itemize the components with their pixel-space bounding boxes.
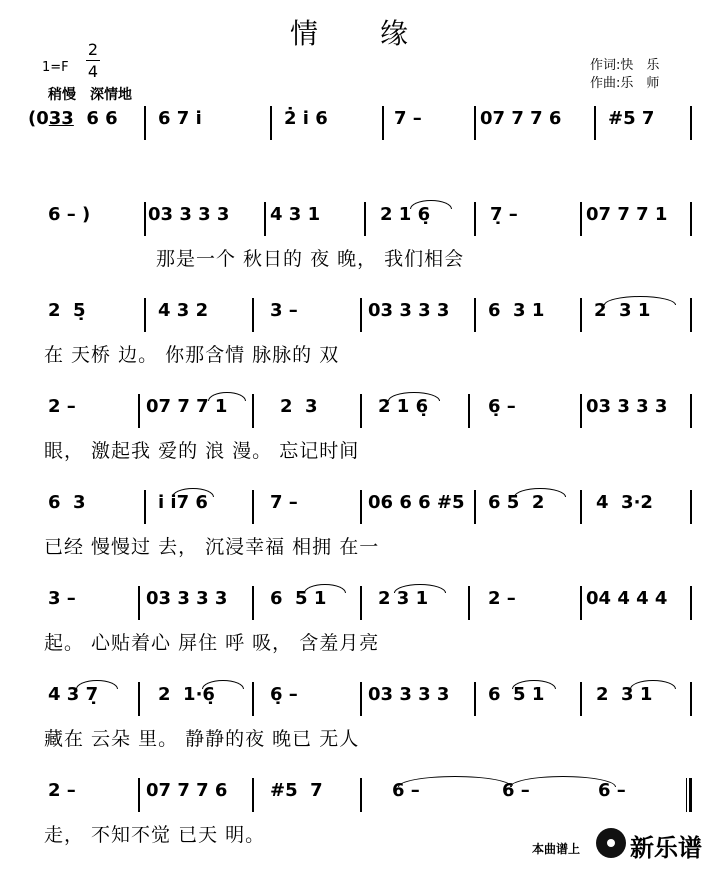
barline (360, 586, 362, 620)
notes-measure-1: 6 3 (48, 492, 86, 513)
system-1-notes (0, 0, 1, 1)
notes-measure-4: 06 6 6 #5 (368, 492, 465, 513)
barline (474, 490, 476, 524)
lyrics-line: 已经 慢慢过 去， 沉浸幸福 相拥 在一 (44, 536, 380, 558)
notes-measure-1: 2 – (48, 396, 76, 417)
lyrics-line: 那是一个 秋日的 夜 晚， 我们相会 (156, 248, 465, 270)
barline (144, 106, 146, 140)
time-signature-bottom: 4 (87, 62, 99, 81)
barline (468, 586, 470, 620)
barline (580, 682, 582, 716)
notes-measure-5: 6 5 1 (488, 684, 545, 705)
barline (580, 298, 582, 332)
notes-measure-1: (033 6 6 (28, 108, 118, 129)
barline (474, 298, 476, 332)
notes-measure-5: 7̣ – (490, 204, 518, 225)
notes-measure-3: 3 – (270, 300, 298, 321)
watermark-prefix: 本曲谱上 (532, 842, 581, 856)
notes-measure-3: 2 3 (280, 396, 318, 417)
barline (364, 202, 366, 236)
barline (468, 394, 470, 428)
time-signature (86, 40, 100, 81)
barline (270, 106, 272, 140)
barline (594, 106, 596, 140)
barline (138, 778, 140, 812)
page-title: 情 缘 (290, 17, 411, 50)
notation-line (14, 776, 694, 816)
notes-measure-3: 6̣ – (270, 684, 298, 705)
notes-measure-2: 03 3 3 3 (146, 588, 228, 609)
barline (690, 490, 692, 524)
notes-measure-6: 2 3 1 (596, 684, 653, 705)
barline (580, 586, 582, 620)
notes-measure-5: 6 5 2 (488, 492, 545, 513)
barline (252, 586, 254, 620)
notes-measure-3: 7 – (270, 492, 298, 513)
notation-line (14, 296, 694, 336)
notes-measure-1: 6 – ) (48, 204, 91, 225)
notes-measure-6: 6 – (598, 780, 626, 801)
notes-measure-4: 03 3 3 3 (368, 684, 450, 705)
barline (360, 682, 362, 716)
notes-measure-4: 6 – (392, 780, 420, 801)
final-double-barline (686, 778, 692, 812)
barline (252, 298, 254, 332)
lyrics-line: 起。 心贴着心 屏住 呼 吸， 含羞月亮 (44, 632, 380, 654)
notes-measure-4: 2 1 6̣ (380, 204, 431, 225)
barline (474, 682, 476, 716)
notes-measure-6: 04 4 4 4 (586, 588, 668, 609)
notation-line (14, 200, 694, 240)
barline (144, 298, 146, 332)
notes-measure-1: 2 – (48, 780, 76, 801)
composer-credit: 作曲:乐 师 (590, 76, 660, 91)
disc-icon (596, 828, 626, 858)
notes-measure-6: 07 7 7 1 (586, 204, 668, 225)
notation-line (14, 392, 694, 432)
notes-measure-3: 4 3 1 (270, 204, 321, 225)
barline (690, 682, 692, 716)
brand-logo: 新乐谱 (630, 834, 702, 862)
notation-line (14, 104, 694, 144)
notes-measure-4: 2 1 6̣ (378, 396, 429, 417)
notes-measure-1: 3 – (48, 588, 76, 609)
barline (474, 106, 476, 140)
barline (690, 106, 692, 140)
notes-measure-2: 07 7 7 6 (146, 780, 228, 801)
lyrics-line: 在 天桥 边。 你那含情 脉脉的 双 (44, 344, 340, 366)
notes-measure-4: 7 – (394, 108, 422, 129)
notes-measure-3: #5 7 (270, 780, 323, 801)
notes-measure-1: 4 3 7̣ (48, 684, 99, 705)
notes-measure-5: 6 3 1 (488, 300, 545, 321)
notes-measure-5: 6̣ – (488, 396, 516, 417)
notes-measure-3: 6 5 1 (270, 588, 327, 609)
key-signature: 1=F (42, 60, 69, 75)
barline (360, 298, 362, 332)
notes-measure-2: i̇ i̇7 6 (158, 492, 208, 513)
notes-measure-4: 2 3 1 (378, 588, 429, 609)
barline (690, 298, 692, 332)
barline (360, 394, 362, 428)
notes-measure-6: 2 3 1 (594, 300, 651, 321)
lyrics-line: 藏在 云朵 里。 静静的夜 晚已 无人 (44, 728, 360, 750)
notes-measure-5: 07 7 7 6 (480, 108, 562, 129)
barline (252, 490, 254, 524)
notation-line (14, 584, 694, 624)
barline (690, 202, 692, 236)
tempo-marking: 稍慢 深情地 (48, 87, 132, 103)
barline (360, 490, 362, 524)
barline (138, 682, 140, 716)
barline (252, 394, 254, 428)
notes-measure-4: 03 3 3 3 (368, 300, 450, 321)
barline (252, 682, 254, 716)
notes-measure-6: 4 3·2 (596, 492, 653, 513)
notes-measure-2: 03 3 3 3 (148, 204, 230, 225)
barline (690, 586, 692, 620)
barline (252, 778, 254, 812)
barline (144, 490, 146, 524)
barline (360, 778, 362, 812)
notes-measure-5: 6 – (502, 780, 530, 801)
notes-measure-6: 03 3 3 3 (586, 396, 668, 417)
notes-measure-2: 6 7 i̇ (158, 108, 202, 129)
barline (580, 490, 582, 524)
barline (690, 394, 692, 428)
lyricist-credit: 作词:快 乐 (590, 58, 660, 73)
notes-measure-2: 2 1·6̣ (158, 684, 215, 705)
barline (580, 202, 582, 236)
barline (144, 202, 146, 236)
barline (580, 394, 582, 428)
barline (264, 202, 266, 236)
lyrics-line: 走， 不知不觉 已天 明。 (44, 824, 266, 846)
time-signature-top: 2 (87, 40, 99, 59)
notes-measure-2: 4 3 2 (158, 300, 209, 321)
notation-line (14, 488, 694, 528)
notation-line (14, 680, 694, 720)
barline (138, 586, 140, 620)
barline (382, 106, 384, 140)
barline (474, 202, 476, 236)
notes-measure-1: 2 5̣ (48, 300, 86, 321)
notes-measure-3: 2̇ i̇ 6 (284, 108, 328, 129)
notes-measure-5: 2 – (488, 588, 516, 609)
notes-measure-2: 07 7 7 1 (146, 396, 228, 417)
barline (138, 394, 140, 428)
notes-measure-6: #5 7 (608, 108, 655, 129)
lyrics-line: 眼， 激起我 爱的 浪 漫。 忘记时间 (44, 440, 360, 462)
